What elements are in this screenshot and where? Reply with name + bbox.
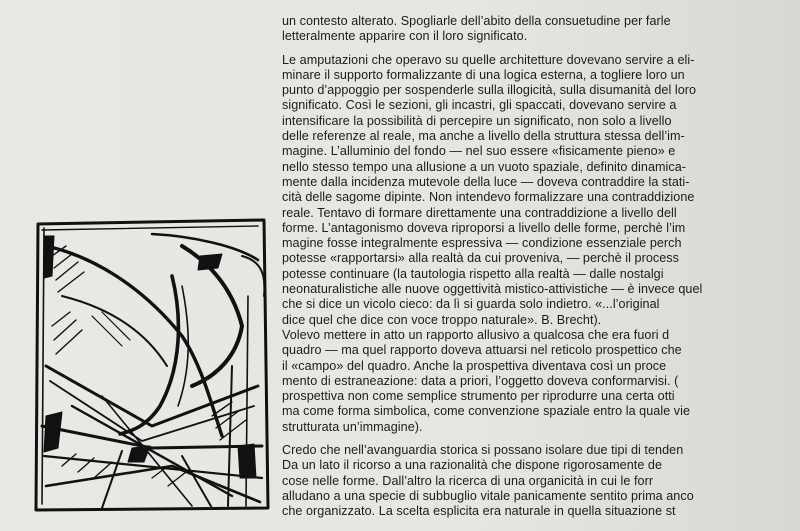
ink-drawing-architectural-perspective-icon	[32, 216, 272, 514]
paragraph-1	[282, 14, 796, 45]
text-line: Volevo mettere in atto un rapporto allusivo a qualcosa che era fuori d	[282, 327, 670, 342]
text-line: il «campo» del quadro. Anche la prospettiva diventava così un proce	[282, 358, 667, 373]
text-line: punto d’appoggio per sospenderle sulla illogicità, sulla disumanità del loro	[282, 83, 697, 98]
text-line: ma come forma simbolica, come convenzione spaziale entro la quale vie	[282, 404, 691, 419]
text-line: cità delle sagome dipinte. Non intendevo formalizzare una contraddizione	[282, 190, 695, 205]
paragraph-4	[282, 443, 796, 519]
text-line: reale. Tentavo di formare direttamente una contraddizione a livello dell	[282, 205, 677, 220]
text-line: Credo che nell’avanguardia storica si possano isolare due tipi di tenden	[282, 443, 684, 458]
text-line: strutturata un’immagine).	[282, 419, 423, 434]
text-line: potesse «rapportarsi» alla realtà da cui proveniva, — perchè il process	[282, 251, 679, 266]
text-line: un contesto alterato. Spogliarle dell’abito della consuetudine per farle	[282, 14, 671, 28]
text-line: mento di estraneazione: data a priori, l’oggetto doveva conformarvisi. (	[282, 373, 679, 388]
text-line: magine fosse integralmente espressiva — condizione essenziale perch	[282, 236, 682, 251]
text-line: significato. Così le sezioni, gli incastri, gli spaccati, dovevano servire a	[282, 98, 677, 113]
text-line: mente dalla incidenza mutevole della luce — doveva contraddire la stati-	[282, 174, 690, 189]
text-line: Le amputazioni che operavo su quelle architetture dovevano servire a eli-	[282, 52, 695, 67]
text-line: forme. L’antagonismo doveva riproporsi a livello delle forme, perchè l’im	[282, 220, 686, 235]
text-line: minare il supporto formalizzante di una logica esterna, a togliere loro un	[282, 67, 685, 82]
text-line: dice quel che dice con voce troppo naturale». B. Brecht).	[282, 312, 602, 327]
text-line: che si dice un vicolo cieco: da lì si guarda solo indietro. «...l’original	[282, 297, 660, 312]
text-line: letteralmente apparire con il loro significato.	[282, 29, 528, 44]
text-line: alludano a una specie di subbuglio vitale panicamente sentito prima anco	[282, 488, 694, 503]
text-line: delle referenze al reale, ma anche a livello della struttura stessa dell’im-	[282, 129, 685, 144]
text-line: cose nelle forme. Dall’altro la ricerca di una organicità in cui le forr	[282, 473, 654, 488]
paragraph-3	[282, 328, 796, 435]
text-line: magine. L’alluminio del fondo — nel suo essere «fisicamente pieno» e	[282, 144, 676, 159]
text-line: potesse continuare (la tautologia rispetto alla realtà — dalle nostalgi	[282, 266, 664, 281]
text-line: intensificare la possibilità di percepire un significato, non solo a livello	[282, 113, 672, 128]
text-line: neonaturalistiche alle nuove oggettività mistico-attivistiche — è invece quel	[282, 282, 703, 297]
text-line: prospettiva non come semplice strumento per riprodurre una certa otti	[282, 389, 675, 404]
text-line: nello stesso tempo una allusione a un vuoto spaziale, definito dinamica-	[282, 159, 687, 174]
text-line: quadro — ma quel rapporto doveva attuarsi nel reticolo prospettico che	[282, 343, 682, 358]
body-text-column	[282, 14, 796, 524]
text-line: che organizzato. La scelta esplicita era naturale in quella situazione st	[282, 504, 676, 519]
ink-drawing-figure	[32, 216, 272, 514]
text-line: Da un lato il ricorso a una razionalità che dispone rigorosamente de	[282, 458, 663, 473]
paragraph-2	[282, 53, 796, 328]
